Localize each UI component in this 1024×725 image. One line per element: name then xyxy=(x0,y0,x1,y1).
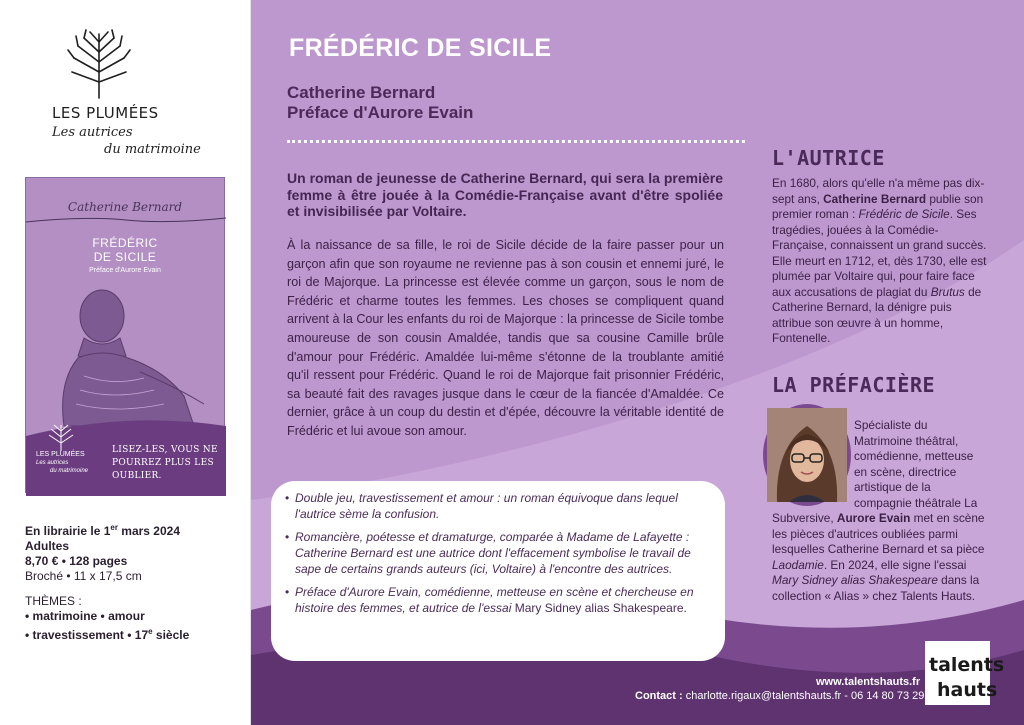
themes-title: THÈMES : xyxy=(25,594,82,608)
autrice-bio-1: En 1680, alors qu'elle n'a même pas dix-sept ans, xyxy=(772,176,985,206)
talents-hauts-logo xyxy=(925,641,1005,705)
highlight-3-plain: Mary Sidney alias Shakespeare. xyxy=(514,601,687,615)
format: Broché • 11 x 17,5 cm xyxy=(25,569,142,583)
book-info xyxy=(25,520,235,643)
contact-line xyxy=(635,690,924,702)
price-pages: 8,70 € • 128 pages xyxy=(25,554,128,568)
release-date xyxy=(25,520,235,539)
cover-title-line-2: DE SICILE xyxy=(93,250,157,264)
prefaciere-bio-2: met en scène les pièces d'autrices oubliées parmi lesquelles Catherine Bernard et sa pièce xyxy=(772,511,985,556)
logo-tagline-2: du matrimoine xyxy=(104,142,201,157)
themes-line-1: • matrimoine • amour xyxy=(25,609,145,623)
release-sup: er xyxy=(110,523,118,532)
cover-slogan xyxy=(112,444,222,483)
prefaciere-bio-3: . En 2024, elle signe l'essai xyxy=(823,557,967,572)
prefaciere-play: Laodamie xyxy=(772,557,824,572)
cover-slogan-line-2: POURREZ PLUS LES OUBLIER. xyxy=(112,458,214,481)
cover-title-line-1: FRÉDÉRIC xyxy=(92,236,158,250)
autrice-name: Catherine Bernard xyxy=(823,191,927,206)
release-suffix: mars 2024 xyxy=(117,524,180,538)
prefaciere-heading: LA PRÉFACIÈRE xyxy=(772,373,936,397)
highlight-3-italic: Préface d'Aurore Evain, comédienne, metteuse en scène et chercheuse en histoire des femmes, et autrice de l'essai xyxy=(295,585,694,615)
themes-line-2-sup: e xyxy=(148,627,153,636)
talents-hauts-logo-mark xyxy=(925,641,1005,705)
author-block xyxy=(287,83,473,123)
synopsis: À la naissance de sa fille, le roi de Sicile décide de la faire passer pour un garçon afin que son royaume ne revienne pas à son cousin et ennemi juré, le roi de Majorque. La princesse est élevée comme un garçon, sous le nom de Frédéric et charme toutes les femmes. Les choses se compliquent quand arrivent à la Cour les enfants du roi de Majorque : la princesse de Sicile tombe amoureuse de son cousin Amaldée, tandis que sa cousine Camille brûle d'amour pour Frédéric. Amaldée lui-même s'étonne de la troublante amitié qu'il ressent pour Frédéric. Quand le roi de Majorque fait prisonnier Frédéric, sa beauté fait des ravages jusque dans le cœur de la fiancée d'Amaldée. Ce dernier, grâce à un coup du destin et d'épée, découvre la véritable identité de Frédéric et lui avoue son amour. xyxy=(287,238,724,438)
book-cover xyxy=(25,177,225,493)
lead-paragraph: Un roman de jeunesse de Catherine Bernard, qui sera la première femme à être jouée à la Comédie-Française avant d'être spoliée et invisibilisée par Voltaire. xyxy=(287,170,723,219)
mini-feather-icon xyxy=(46,423,76,451)
logo-tagline-1: Les autrices xyxy=(52,125,133,140)
autrice-book: Frédéric de Sicile xyxy=(858,207,950,221)
dotted-divider xyxy=(287,140,745,144)
autrice-bio-4: de Catherine Bernard, la dénigre puis attribue son œuvre à un homme, Fontenelle. xyxy=(772,284,982,345)
autrice-bio-3: . Ses tragédies, jouées à la Comédie-Française, connaissent un grand succès. Elle meurt en 1712, et, dès 1730, elle est plumée par Voltaire qui, pour faire face aux accusations de plagiat du xyxy=(772,207,987,299)
highlight-2: • Romancière, poétesse et dramaturge, comparée à Madame de Lafayette : Catherine Bernard est une autrice dont l'effacement symbolise le travail de sape de certains grands auteurs (ici, Voltaire) à l'encontre des autrices. xyxy=(285,529,711,577)
highlights-box xyxy=(271,481,725,661)
themes-line-2-prefix: • travestissement • 17 xyxy=(25,628,149,642)
themes-line-2-suffix: siècle xyxy=(152,628,190,642)
autrice-heading: L'AUTRICE xyxy=(772,146,885,170)
release-prefix: En librairie le 1 xyxy=(25,524,111,538)
prefaciere-bio-4: dans la collection « Alias » chez Talents Hauts. xyxy=(772,573,980,603)
cover-slogan-line-1: LISEZ-LES, VOUS NE xyxy=(112,445,218,455)
autrice-bio xyxy=(772,176,988,347)
logo-line-2: hauts xyxy=(937,679,998,701)
cover-subtitle: Préface d'Aurore Evain xyxy=(89,267,161,274)
page-title: FRÉDÉRIC DE SICILE xyxy=(289,34,552,62)
prefaciere-bio-1: Spécialiste du Matrimoine théâtral, comédienne, metteuse en scène, directrice artistique de la compagnie théâtrale La Subversive, xyxy=(772,418,978,525)
prefaciere-name: Aurore Evain xyxy=(836,511,911,525)
contact-label: Contact : xyxy=(635,690,683,702)
left-column xyxy=(0,0,251,725)
cover-portrait-illustration xyxy=(44,286,214,426)
cover-mini-brand: LES PLUMÉES xyxy=(36,451,85,458)
logo-brand: LES PLUMÉES xyxy=(52,104,159,122)
logo-line-1: talents xyxy=(929,654,1005,676)
themes-line-2 xyxy=(25,624,235,643)
preface-line: Préface d'Aurore Evain xyxy=(287,103,474,122)
cover-mini-tag-1: Les autrices xyxy=(36,460,69,466)
audience: Adultes xyxy=(25,539,70,553)
prefaciere-essay: Mary Sidney alias Shakespeare xyxy=(772,573,938,587)
highlight-3 xyxy=(285,584,711,616)
cover-flourish-line xyxy=(26,212,226,226)
feather-tree-icon xyxy=(64,28,134,100)
cover-mini-logo xyxy=(36,423,96,485)
autrice-bio-2: publie son premier roman : xyxy=(772,191,984,221)
highlight-1: • Double jeu, travestissement et amour : un roman équivoque dans lequel l'autrice sème la confusion. xyxy=(285,490,711,522)
author-line: Catherine Bernard xyxy=(287,83,436,102)
cover-mini-tag-2: du matrimoine xyxy=(50,468,89,474)
website-link[interactable]: www.talentshauts.fr xyxy=(816,676,921,688)
main-panel xyxy=(251,0,1024,725)
contact-value[interactable]: charlotte.rigaux@talentshauts.fr - 06 14 80 73 29 xyxy=(682,690,925,702)
autrice-brutus: Brutus xyxy=(930,284,965,299)
cover-author: Catherine Bernard xyxy=(67,200,183,214)
portrait-spacer xyxy=(772,418,854,510)
themes xyxy=(25,594,235,643)
les-plumees-logo xyxy=(46,28,216,168)
prefaciere-bio xyxy=(772,418,988,604)
